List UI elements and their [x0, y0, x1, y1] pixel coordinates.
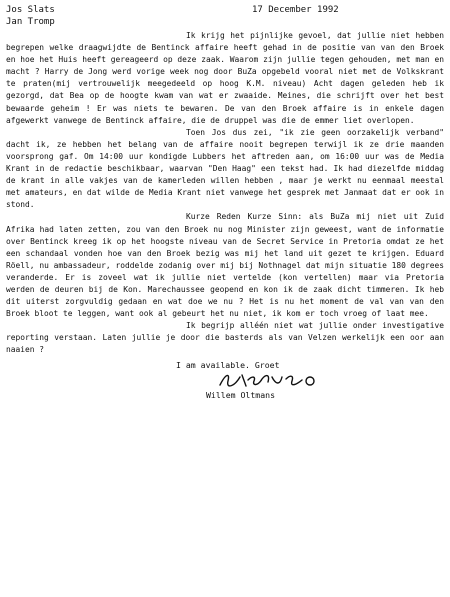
paragraph-4: Ik begrijp alléén niet wat jullie onder investigative reporting verstaan. Laten jullie je door die basterds als van Velzen werkelijk een oor aan naaien ? — [6, 321, 444, 355]
sender-name: Jos Slats — [6, 5, 55, 15]
letter-body — [6, 30, 444, 357]
paragraph-3: Kurze Reden Kurze Sinn: als BuZa mij niet uit Zuid Afrika had laten zetten, zou van den Broek nu nog Minister zijn geweest, want de informatie over Bentinck kreeg ik op het hoogste niveau van de Secret Service in Pretoria omdat ze het een schandaal vonden hoe van den Broek bezig was mij het land uit gezet te krijgen. Eduard Röell, nu ambassadeur, roddelde zodanig over mij bij Nothnagel dat mijn situatie 180 degrees veranderde. Er is zoveel wat ik jullie niet vertelde (kon vertellen) maar via Pretoria werden de deuren bij de Kon. Marechaussee geopend en kon ik de zaak dicht timmeren. Ik heb dit uiterst zorgvuldig gedaan en wat doe we nu ? Het is nu het moment de val van van den Broek bloot te leggen, want ook al gebeurt het nu niet, ik kom er toch vroeg of laat mee. — [6, 212, 444, 319]
letter-date: 17 December 1992 — [252, 5, 339, 15]
recipient-name: Jan Tromp — [6, 17, 55, 27]
signature-row — [6, 371, 444, 389]
paragraph-1: Ik krijg het pijnlijke gevoel, dat jullie niet hebben begrepen welke draagwijdte de Bentinck affaire heeft gehad in de positie van van den Broek en hoe het Huis heeft gereageerd op deze zaak. Waarom zijn jullie tegen gehouden, met man en macht ? Harry de Jong werd vorige week nog door BuZa opgebeld vooral niet met de Volkskrant te praten(mij vertrouwelijk meegedeeld op hoog K.M. niveau) Acht dagen geleden heb ik gezorgd, dat Bea op de hoogte kwam van wat er zwaaide. Meines, die schrijft over het best bewaarde geheim ! Er was niets te bewaren. De van den Broek affaire is in enkele dagen afgewerkt vanwege de Bentinck affaire, die de druppel was die de emmer liet overlopen. — [6, 31, 444, 125]
letter-header — [6, 4, 444, 30]
signature-block — [6, 359, 444, 401]
addressee-block — [6, 4, 55, 28]
closing-line: I am available. Groet — [176, 359, 280, 370]
signer-name: Willem Oltmans — [206, 389, 276, 400]
paragraph-2: Toen Jos dus zei, "ik zie geen oorzakelijk verband" dacht ik, ze hebben het belang van de affaire nooit begrepen terwijl ik ze drie maanden voorsprong gaf. Om 14:00 uur kondigde Lubbers het aftreden aan, om 16:00 uur was de Media Krant in de redactie beschikbaar, waarvan "Den Haag" een tekst had. Ik had diezelfde middag de krant in alle vakjes van de kamerleden willen hebben , maar je werkt nu eenmaal meestal met amateurs, en dat wilde de Media Krant niet vanwege het gesprek met Janmaat dat er ook in stond. — [6, 127, 444, 210]
handwritten-signature — [216, 371, 336, 389]
